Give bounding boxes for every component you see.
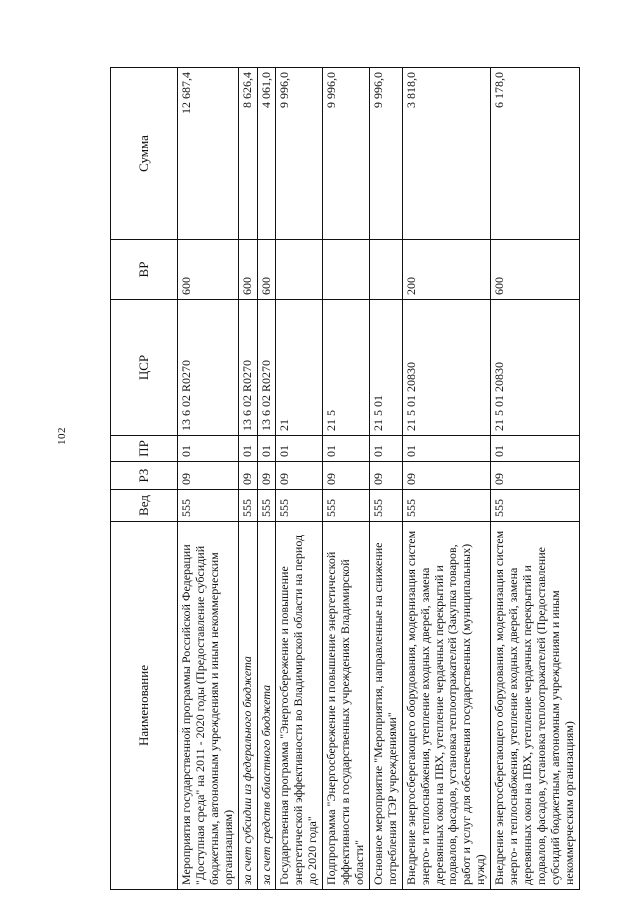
row-vr	[276, 240, 323, 300]
row-csr: 21	[276, 300, 323, 436]
row-name: Внедрение энергосберегающего оборудования, модернизация систем энерго- и теплоснабжения, утепление входных дверей, замена деревянных окон на ПВХ, утепление чердачных перекрытий и подвалов, фасадов, установка теплоотражателей (Закупка товаров, работ и услуг для обеспечения государственных (муниципальных) нужд)	[402, 522, 490, 890]
header-ved: Вед	[111, 490, 178, 522]
row-ved: 555	[402, 490, 490, 522]
row-vr: 600	[238, 240, 257, 300]
row-vr: 600	[257, 240, 276, 300]
header-name: Наименование	[111, 522, 178, 890]
row-name: Мероприятия государственной программы Российской Федерации "Доступная среда" на 2011 - 2020 годы (Предоставление субсидий бюджетным, автономным учреждениям и иным некоммерческим организациям)	[178, 522, 239, 890]
row-sum: 9 996,0	[323, 68, 370, 240]
row-rz: 09	[257, 462, 276, 490]
row-ved: 555	[238, 490, 257, 522]
header-vr: ВР	[111, 240, 178, 300]
row-csr: 21 5	[323, 300, 370, 436]
row-sum: 6 178,0	[491, 68, 579, 240]
row-ved: 555	[257, 490, 276, 522]
row-name: за счет средств областного бюджета	[257, 522, 276, 890]
row-vr	[369, 240, 402, 300]
budget-table	[110, 67, 580, 890]
table-row	[276, 68, 323, 890]
row-rz: 09	[491, 462, 579, 490]
row-vr: 600	[491, 240, 579, 300]
row-csr: 13 6 02 R0270	[178, 300, 239, 436]
row-pr: 01	[257, 436, 276, 462]
row-name: Подпрограмма "Энергосбережение и повышение энергетической эффективности в государственных учреждениях Владимирской области"	[323, 522, 370, 890]
header-pr: ПР	[111, 436, 178, 462]
table-header-row	[111, 68, 178, 890]
row-rz: 09	[402, 462, 490, 490]
row-sum: 12 687,4	[178, 68, 239, 240]
row-ved: 555	[369, 490, 402, 522]
row-rz: 09	[238, 462, 257, 490]
rotated-page-content	[110, 68, 610, 890]
row-sum: 9 996,0	[369, 68, 402, 240]
row-pr: 01	[369, 436, 402, 462]
table-row	[178, 68, 239, 890]
row-pr: 01	[323, 436, 370, 462]
page-number: 102	[56, 427, 68, 445]
row-pr: 01	[491, 436, 579, 462]
row-sum: 4 061,0	[257, 68, 276, 240]
header-rz: РЗ	[111, 462, 178, 490]
row-csr: 21 5 01 20830	[402, 300, 490, 436]
row-name: Основное мероприятие "Мероприятия, направленные на снижение потребления ТЭР учреждениями"	[369, 522, 402, 890]
row-ved: 555	[178, 490, 239, 522]
row-pr: 01	[238, 436, 257, 462]
table-row	[369, 68, 402, 890]
row-rz: 09	[323, 462, 370, 490]
row-sum: 8 626,4	[238, 68, 257, 240]
header-csr: ЦСР	[111, 300, 178, 436]
row-ved: 555	[323, 490, 370, 522]
row-pr: 01	[178, 436, 239, 462]
table-row	[257, 68, 276, 890]
table-row	[238, 68, 257, 890]
row-pr: 01	[276, 436, 323, 462]
row-csr: 21 5 01 20830	[491, 300, 579, 436]
row-vr: 200	[402, 240, 490, 300]
row-csr: 13 6 02 R0270	[257, 300, 276, 436]
header-sum: Сумма	[111, 68, 178, 240]
table-row	[323, 68, 370, 890]
row-pr: 01	[402, 436, 490, 462]
row-name: за счет субсидии из федерального бюджета	[238, 522, 257, 890]
row-name: Государственная программа "Энергосбережение и повышение энергетической эффективности во Владимирской области на период до 2020 года"	[276, 522, 323, 890]
row-csr: 21 5 01	[369, 300, 402, 436]
row-ved: 555	[491, 490, 579, 522]
row-rz: 09	[276, 462, 323, 490]
row-csr: 13 6 02 R0270	[238, 300, 257, 436]
row-rz: 09	[178, 462, 239, 490]
row-name: Внедрение энергосберегающего оборудования, модернизация систем энерго- и теплоснабжения, утепление входных дверей, замена деревянных окон на ПВХ, утепление чердачных перекрытий и подвалов, фасадов, установка теплоотражателей (Предоставление субсидий бюджетным, автономным учреждениям и иным некоммерческим организациям)	[491, 522, 579, 890]
row-vr	[323, 240, 370, 300]
row-sum: 9 996,0	[276, 68, 323, 240]
row-vr: 600	[178, 240, 239, 300]
row-sum: 3 818,0	[402, 68, 490, 240]
table-row	[402, 68, 490, 890]
table-row	[491, 68, 579, 890]
row-rz: 09	[369, 462, 402, 490]
row-ved: 555	[276, 490, 323, 522]
